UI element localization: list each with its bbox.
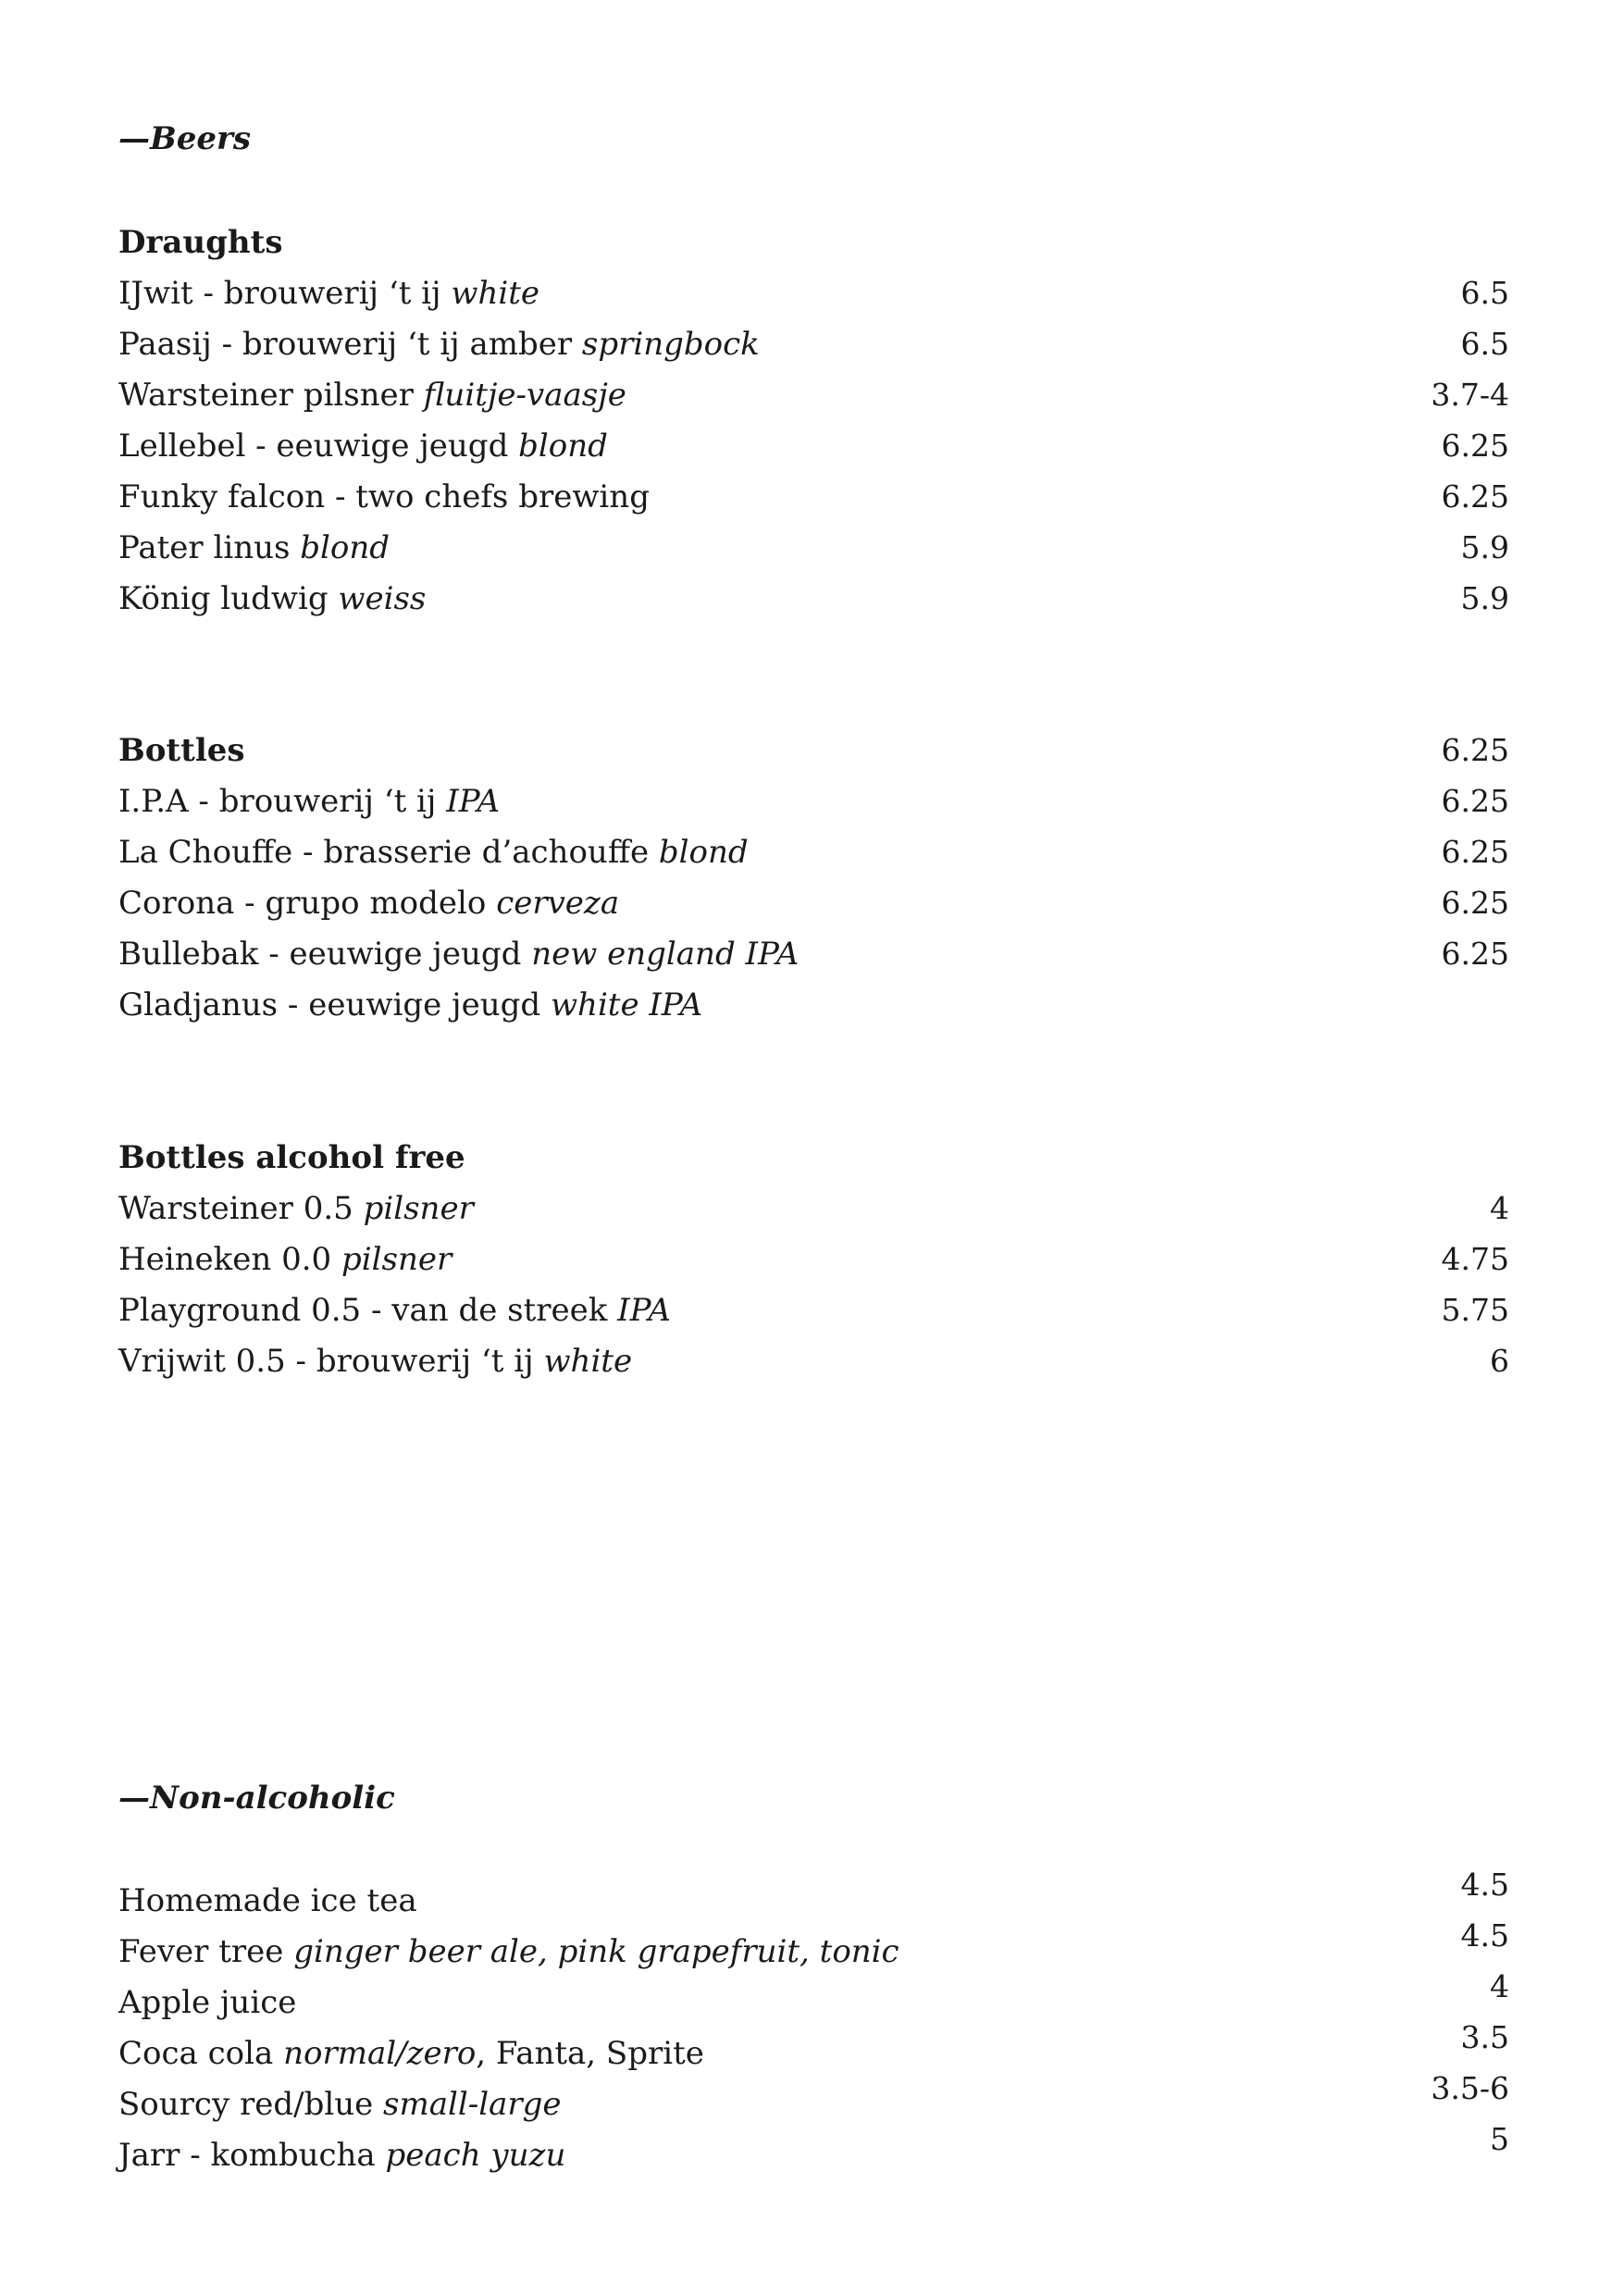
menu-item [118, 1917, 1509, 1970]
item-price: 4.5 [1460, 1867, 1509, 1903]
item-price: 5.9 [1460, 580, 1509, 616]
menu-item [118, 1190, 1509, 1227]
item-name: Apple juice [118, 1984, 297, 2021]
item-desc: blond [518, 428, 608, 465]
item-desc: blond [300, 529, 391, 566]
item-name: König ludwig weiss [118, 580, 427, 617]
group-heading: Bottles alcohol free [118, 1139, 465, 1176]
menu-item [118, 2019, 1509, 2072]
item-desc: peach yuzu [385, 2137, 566, 2174]
item-name: Sourcy red/blue small-large [118, 2086, 562, 2123]
item-name: Coca cola normal/zero, Fanta, Sprite [118, 2035, 704, 2072]
item-name: Jarr - kombucha peach yuzu [118, 2137, 566, 2174]
item-price: 5.9 [1460, 529, 1509, 565]
item-name: Paasij - brouwerij ‘t ij amber springbock [118, 326, 760, 363]
item-name: Gladjanus - eeuwige jeugd white IPA [118, 986, 703, 1023]
item-desc: ginger beer ale, pink grapefruit, tonic [293, 1933, 899, 1970]
item-name: Vrijwit 0.5 - brouwerij ‘t ij white [118, 1343, 633, 1380]
menu-item [118, 377, 1509, 414]
item-price: 6.5 [1460, 275, 1509, 311]
item-name: Funky falcon - two chefs brewing [118, 478, 650, 515]
item-price: 6.25 [1441, 936, 1509, 972]
item-desc: weiss [338, 580, 427, 617]
item-name: Bullebak - eeuwige jeugd new england IPA [118, 936, 800, 973]
section-title-non-alcoholic: —Non-alcoholic [118, 1780, 395, 1817]
item-name: Corona - grupo modelo cerveza [118, 885, 620, 922]
item-desc: white IPA [550, 986, 703, 1023]
item-price: 4.5 [1460, 1917, 1509, 1954]
item-desc: IPA [617, 1292, 671, 1329]
menu-item [118, 326, 1509, 363]
item-name: La Chouffe - brasserie d’achouffe blond [118, 834, 749, 871]
menu-item [118, 1241, 1509, 1278]
item-name: Homemade ice tea [118, 1882, 417, 1919]
menu-item [118, 936, 1509, 973]
group-heading: Bottles [118, 732, 245, 769]
item-price: 4.75 [1441, 1241, 1509, 1277]
menu-item [118, 478, 1509, 515]
group-heading: Draughts [118, 224, 283, 261]
item-name: Pater linus blond [118, 529, 391, 566]
item-price: 4 [1490, 1190, 1509, 1226]
menu-item [118, 2121, 1509, 2174]
item-desc: white [451, 275, 540, 312]
menu-item [118, 986, 1509, 1023]
item-name: Lellebel - eeuwige jeugd blond [118, 428, 608, 465]
item-name: Fever tree ginger beer ale, pink grapefruit, tonic [118, 1933, 899, 1970]
menu-item [118, 275, 1509, 312]
item-name: I.P.A - brouwerij ‘t ij IPA [118, 783, 501, 820]
item-name: Warsteiner 0.5 pilsner [118, 1190, 474, 1227]
menu-item [118, 1343, 1509, 1380]
item-desc: pilsner [341, 1241, 452, 1278]
item-price: 6.25 [1441, 834, 1509, 870]
item-price: 6.25 [1441, 783, 1509, 819]
menu-item [118, 2070, 1509, 2123]
item-price: 6.25 [1441, 885, 1509, 921]
menu-item [118, 428, 1509, 465]
item-price: 6 [1490, 1343, 1509, 1379]
menu-item [118, 885, 1509, 922]
menu-item [118, 1292, 1509, 1329]
item-price: 6.25 [1441, 428, 1509, 464]
item-price: 3.7-4 [1431, 377, 1509, 413]
item-name: IJwit - brouwerij ‘t ij white [118, 275, 540, 312]
item-price: 3.5-6 [1431, 2070, 1509, 2106]
item-name: Playground 0.5 - van de streek IPA [118, 1292, 671, 1329]
item-price: 4 [1490, 1968, 1509, 2004]
item-desc: pilsner [363, 1190, 474, 1227]
item-price: 5.75 [1441, 1292, 1509, 1328]
item-desc: IPA [446, 783, 501, 820]
section-title-beers: —Beers [118, 120, 252, 157]
item-price: 6.5 [1460, 326, 1509, 362]
menu-item [118, 834, 1509, 871]
item-desc: fluitje-vaasje [423, 377, 626, 414]
item-desc: white [543, 1343, 633, 1380]
item-price: 3.5 [1460, 2019, 1509, 2055]
item-desc: cerveza [496, 885, 620, 922]
heading-price: 6.25 [1441, 732, 1509, 768]
menu-item [118, 783, 1509, 820]
item-desc: springbock [581, 326, 760, 363]
item-price: 6.25 [1441, 478, 1509, 515]
item-desc: normal/zero [283, 2035, 477, 2072]
menu-item [118, 529, 1509, 566]
item-price: 5 [1490, 2121, 1509, 2157]
item-name: Heineken 0.0 pilsner [118, 1241, 452, 1278]
menu-item [118, 580, 1509, 617]
menu-item [118, 1867, 1509, 1919]
item-desc: small-large [383, 2086, 562, 2123]
item-desc: blond [658, 834, 749, 871]
menu-item [118, 1968, 1509, 2021]
item-name: Warsteiner pilsner fluitje-vaasje [118, 377, 626, 414]
item-desc: new england IPA [531, 936, 800, 973]
